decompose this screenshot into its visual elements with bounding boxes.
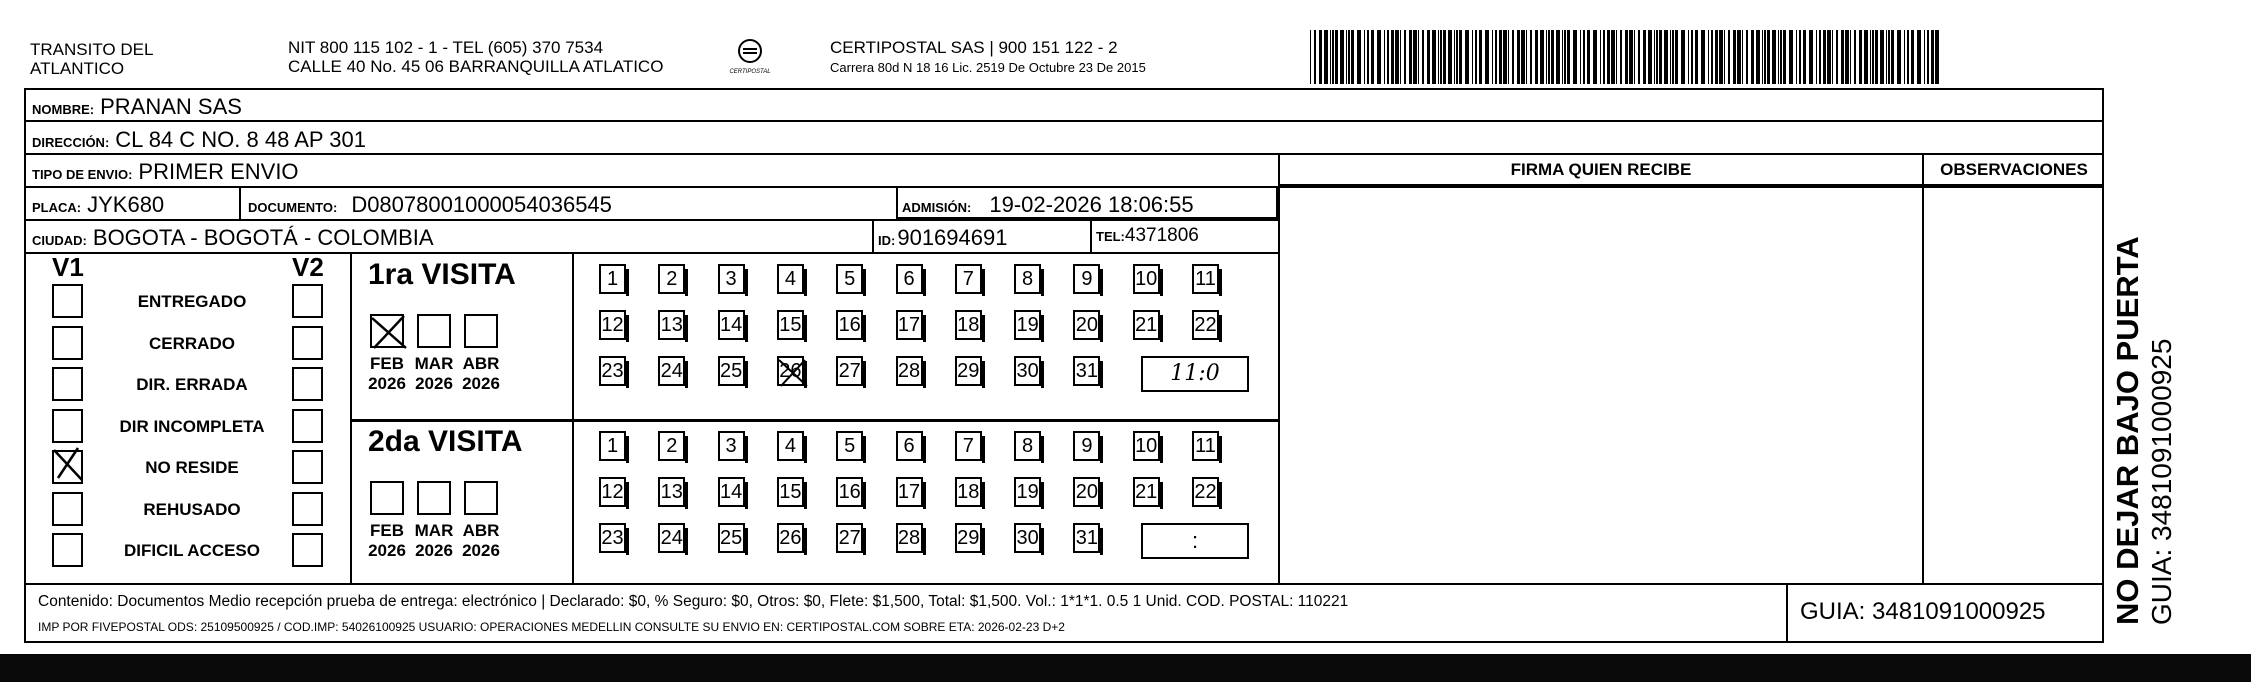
day-box[interactable]: 31 xyxy=(1073,356,1100,386)
status-label: DIR. ERRADA xyxy=(136,375,248,394)
v2-checkbox[interactable] xyxy=(292,326,323,360)
month-year: 2026 xyxy=(415,541,453,560)
day-box[interactable]: 5 xyxy=(836,431,863,461)
v2-checkbox[interactable] xyxy=(292,409,323,443)
day-box[interactable]: 9 xyxy=(1073,431,1100,461)
day-box[interactable]: 30 xyxy=(1014,356,1041,386)
v1-checkbox[interactable] xyxy=(52,284,83,318)
month-name: ABR xyxy=(462,521,500,540)
day-box[interactable]: 23 xyxy=(599,356,626,386)
day-box[interactable]: 12 xyxy=(599,477,626,507)
no-dejar-warning: NO DEJAR BAJO PUERTA xyxy=(2110,236,2145,625)
day-box[interactable]: 25 xyxy=(718,523,745,553)
certipostal-logo xyxy=(728,38,772,75)
sender-address xyxy=(288,38,663,76)
day-box[interactable]: 2 xyxy=(658,431,685,461)
ciudad-label: CIUDAD: xyxy=(32,233,87,248)
day-box[interactable]: 21 xyxy=(1133,477,1160,507)
month-label xyxy=(456,521,506,561)
v2-checkbox[interactable] xyxy=(292,450,323,484)
status-label: DIFICIL ACCESO xyxy=(123,541,260,560)
day-box[interactable]: 28 xyxy=(896,356,923,386)
day-box[interactable]: 19 xyxy=(1014,477,1041,507)
day-box[interactable]: 26 xyxy=(777,356,804,386)
documento-value: D08078001000054036545 xyxy=(351,192,612,217)
day-box[interactable]: 1 xyxy=(599,431,626,461)
month-checkbox[interactable] xyxy=(417,314,451,348)
footer-print-info: IMP POR FIVEPOSTAL ODS: 25109500925 / COD.IMP: 54026100925 USUARIO: OPERACIONES MEDELLIN CONSULTE SU ENVIO EN: CERTIPOSTAL.COM SOBRE ETA: 2026-02-23 D+2 xyxy=(38,620,1065,634)
observaciones-header: OBSERVACIONES xyxy=(1940,160,2088,179)
logo-icon xyxy=(735,38,765,64)
day-box[interactable]: 4 xyxy=(777,264,804,294)
day-box[interactable]: 17 xyxy=(896,477,923,507)
documento-label: DOCUMENTO: xyxy=(248,200,338,215)
firma-header: FIRMA QUIEN RECIBE xyxy=(1510,160,1692,179)
id-label: ID: xyxy=(878,233,896,248)
day-box[interactable]: 15 xyxy=(777,477,804,507)
tipo-value: PRIMER ENVIO xyxy=(138,159,299,184)
month-name: MAR xyxy=(414,354,454,373)
day-box[interactable]: 7 xyxy=(955,431,982,461)
day-box[interactable]: 14 xyxy=(718,310,745,340)
day-box[interactable]: 17 xyxy=(896,310,923,340)
month-checkbox[interactable] xyxy=(464,481,498,515)
month-year: 2026 xyxy=(415,374,453,393)
month-label xyxy=(409,354,459,394)
nombre-row xyxy=(32,94,242,120)
month-checkbox[interactable] xyxy=(464,314,498,348)
placa-label: PLACA: xyxy=(32,200,82,215)
v1-checkbox[interactable] xyxy=(52,367,83,401)
status-label: NO RESIDE xyxy=(145,458,239,477)
day-box[interactable]: 4 xyxy=(777,431,804,461)
month-checkbox[interactable] xyxy=(370,314,404,348)
direccion-row xyxy=(32,127,366,153)
tel-value: 4371806 xyxy=(1124,225,1199,246)
company-line: CERTIPOSTAL SAS | 900 151 122 - 2 xyxy=(830,38,1118,57)
v2-checkbox[interactable] xyxy=(292,492,323,526)
month-name: FEB xyxy=(370,521,404,540)
day-box[interactable]: 5 xyxy=(836,264,863,294)
signature-area[interactable] xyxy=(1281,187,1921,582)
day-box[interactable]: 14 xyxy=(718,477,745,507)
month-year: 2026 xyxy=(368,541,406,560)
tipo-row xyxy=(32,159,299,185)
id-value: 901694691 xyxy=(897,225,1008,250)
month-label xyxy=(362,354,412,394)
day-box[interactable]: 27 xyxy=(836,356,863,386)
day-box[interactable]: 15 xyxy=(777,310,804,340)
placa-row xyxy=(32,192,164,218)
day-box[interactable]: 22 xyxy=(1192,477,1219,507)
id-row xyxy=(878,225,1007,251)
day-box[interactable]: 16 xyxy=(836,477,863,507)
day-box[interactable]: 18 xyxy=(955,477,982,507)
day-box[interactable]: 19 xyxy=(1014,310,1041,340)
v1-checkbox[interactable] xyxy=(52,492,83,526)
admision-label: ADMISIÓN: xyxy=(902,200,972,215)
footer-guia: GUIA: 3481091000925 xyxy=(1800,598,2046,625)
day-box[interactable]: 10 xyxy=(1133,431,1160,461)
month-name: MAR xyxy=(414,521,454,540)
v2-checkbox[interactable] xyxy=(292,533,323,567)
status-label: ENTREGADO xyxy=(137,292,247,311)
month-year: 2026 xyxy=(462,374,500,393)
month-name: FEB xyxy=(370,354,404,373)
month-year: 2026 xyxy=(462,541,500,560)
day-box[interactable]: 30 xyxy=(1014,523,1041,553)
day-box[interactable]: 7 xyxy=(955,264,982,294)
license-line: Carrera 80d N 18 16 Lic. 2519 De Octubre 23 De 2015 xyxy=(830,60,1146,75)
scan-edge xyxy=(0,654,2251,682)
footer-content: Contenido: Documentos Medio recepción prueba de entrega: electrónico | Declarado: $0, % Seguro: $0, Otros: $0, Flete: $1,500, Total: $1,500. Vol.: 1*1*1. 0.5 1 Unid. COD. POSTAL: 110221 xyxy=(38,593,1349,610)
status-label: CERRADO xyxy=(149,333,235,353)
day-box[interactable]: 18 xyxy=(955,310,982,340)
day-box[interactable]: 2 xyxy=(658,264,685,294)
day-box[interactable]: 3 xyxy=(718,264,745,294)
day-box[interactable]: 24 xyxy=(658,523,685,553)
observations-area[interactable] xyxy=(1925,187,2103,582)
nombre-value: PRANAN SAS xyxy=(100,94,242,119)
logo-text: CERTIPOSTAL xyxy=(729,69,771,75)
day-box[interactable]: 6 xyxy=(896,264,923,294)
nit-line: NIT 800 115 102 - 1 - TEL (605) 370 7534 xyxy=(288,38,604,57)
month-checkbox[interactable] xyxy=(370,481,404,515)
month-label xyxy=(409,521,459,561)
day-box[interactable]: 26 xyxy=(777,523,804,553)
side-guia: GUIA: 3481091000925 xyxy=(2146,338,2177,625)
day-box[interactable]: 25 xyxy=(718,356,745,386)
sender-org xyxy=(30,40,153,78)
admision-value: 19-02-2026 18:06:55 xyxy=(989,192,1194,217)
day-box[interactable]: 11 xyxy=(1192,264,1219,294)
day-box[interactable]: 20 xyxy=(1073,477,1100,507)
day-box[interactable]: 3 xyxy=(718,431,745,461)
v1-checkbox[interactable] xyxy=(52,533,83,567)
v1-checkbox[interactable] xyxy=(52,450,83,484)
status-label: REHUSADO xyxy=(143,499,241,519)
visit-title: 1ra VISITA xyxy=(368,258,516,291)
direccion-label: DIRECCIÓN: xyxy=(32,135,110,150)
ciudad-row xyxy=(32,225,434,251)
admision-row xyxy=(902,192,1194,218)
address-line: CALLE 40 No. 45 06 BARRANQUILLA ATLATICO xyxy=(288,57,664,76)
day-box[interactable]: 20 xyxy=(1073,310,1100,340)
company-info xyxy=(830,38,1146,75)
month-name: ABR xyxy=(462,354,500,373)
day-box[interactable]: 29 xyxy=(955,356,982,386)
day-box[interactable]: 23 xyxy=(599,523,626,553)
day-box[interactable]: 6 xyxy=(896,431,923,461)
day-box[interactable]: 13 xyxy=(658,310,685,340)
tipo-label: TIPO DE ENVIO: xyxy=(32,167,133,182)
v2-checkbox[interactable] xyxy=(292,367,323,401)
barcode xyxy=(1310,30,1950,84)
day-box[interactable]: 29 xyxy=(955,523,982,553)
month-year: 2026 xyxy=(368,374,406,393)
x-mark-icon xyxy=(775,356,811,390)
day-box[interactable]: 27 xyxy=(836,523,863,553)
v1-header: V1 xyxy=(52,252,84,282)
day-box[interactable]: 8 xyxy=(1014,431,1041,461)
x-mark-icon xyxy=(48,444,88,484)
status-label: DIR INCOMPLETA xyxy=(119,416,265,436)
documento-row xyxy=(248,192,612,218)
day-box[interactable]: 16 xyxy=(836,310,863,340)
day-box[interactable]: 1 xyxy=(599,264,626,294)
day-box[interactable]: 31 xyxy=(1073,523,1100,553)
month-label xyxy=(456,354,506,394)
ciudad-value: BOGOTA - BOGOTÁ - COLOMBIA xyxy=(92,225,434,250)
tel-label: TEL: xyxy=(1096,229,1125,244)
sender-org-line2: ATLANTICO xyxy=(30,59,125,78)
v1-checkbox[interactable] xyxy=(52,409,83,443)
v1-checkbox[interactable] xyxy=(52,326,83,360)
visit-title: 2da VISITA xyxy=(368,425,523,458)
day-box[interactable]: 10 xyxy=(1133,264,1160,294)
day-box[interactable]: 22 xyxy=(1192,310,1219,340)
day-box[interactable]: 24 xyxy=(658,356,685,386)
v2-checkbox[interactable] xyxy=(292,284,323,318)
v2-header: V2 xyxy=(292,252,324,282)
day-box[interactable]: 8 xyxy=(1014,264,1041,294)
nombre-label: NOMBRE: xyxy=(32,102,95,117)
side-text xyxy=(2110,236,2178,625)
day-box[interactable]: 11 xyxy=(1192,431,1219,461)
day-box[interactable]: 9 xyxy=(1073,264,1100,294)
month-label xyxy=(362,521,412,561)
placa-value: JYK680 xyxy=(87,192,165,217)
sender-org-line1: TRANSITO DEL xyxy=(30,40,154,59)
month-checkbox[interactable] xyxy=(417,481,451,515)
tel-row xyxy=(1096,225,1199,247)
time-box[interactable]: : xyxy=(1141,523,1249,559)
day-box[interactable]: 28 xyxy=(896,523,923,553)
x-mark-icon xyxy=(368,312,412,352)
direccion-value: CL 84 C NO. 8 48 AP 301 xyxy=(115,127,366,152)
time-box[interactable]: 11:0 xyxy=(1141,356,1249,392)
day-box[interactable]: 21 xyxy=(1133,310,1160,340)
day-box[interactable]: 12 xyxy=(599,310,626,340)
day-box[interactable]: 13 xyxy=(658,477,685,507)
